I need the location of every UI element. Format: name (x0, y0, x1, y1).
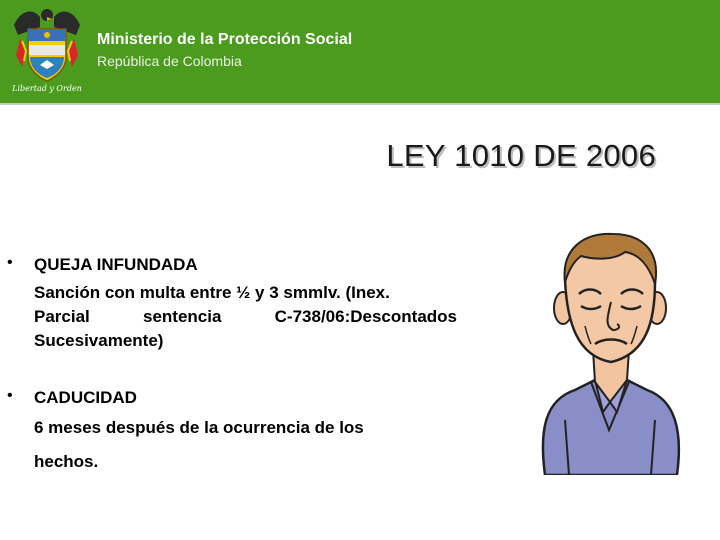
bullet-heading-caducidad: CADUCIDAD (34, 388, 137, 407)
motto-text: Libertad y Orden (12, 84, 82, 93)
bullet-line: Sucesivamente) (34, 331, 164, 350)
bullet-line: 6 meses después de la ocurrencia de los (34, 418, 364, 437)
republic-name: República de Colombia (97, 53, 242, 69)
slide-title: LEY 1010 DE 2006 (386, 138, 656, 173)
ministry-name: Ministerio de la Protección Social (97, 31, 353, 48)
header-bar (0, 0, 720, 103)
sad-man-illustration (535, 230, 685, 475)
header-divider (0, 103, 720, 105)
coat-of-arms-icon (10, 5, 84, 97)
bullet-line: Sanción con multa entre ½ y 3 smmlv. (Inex. (34, 283, 390, 302)
bullet-marker: • (7, 387, 13, 404)
bullet-heading-queja: QUEJA INFUNDADA (34, 255, 198, 274)
bullet-marker: • (7, 254, 13, 271)
bullet-line: Parcial sentencia C-738/06:Descontados (34, 307, 457, 326)
bullet-line: hechos. (34, 452, 99, 471)
